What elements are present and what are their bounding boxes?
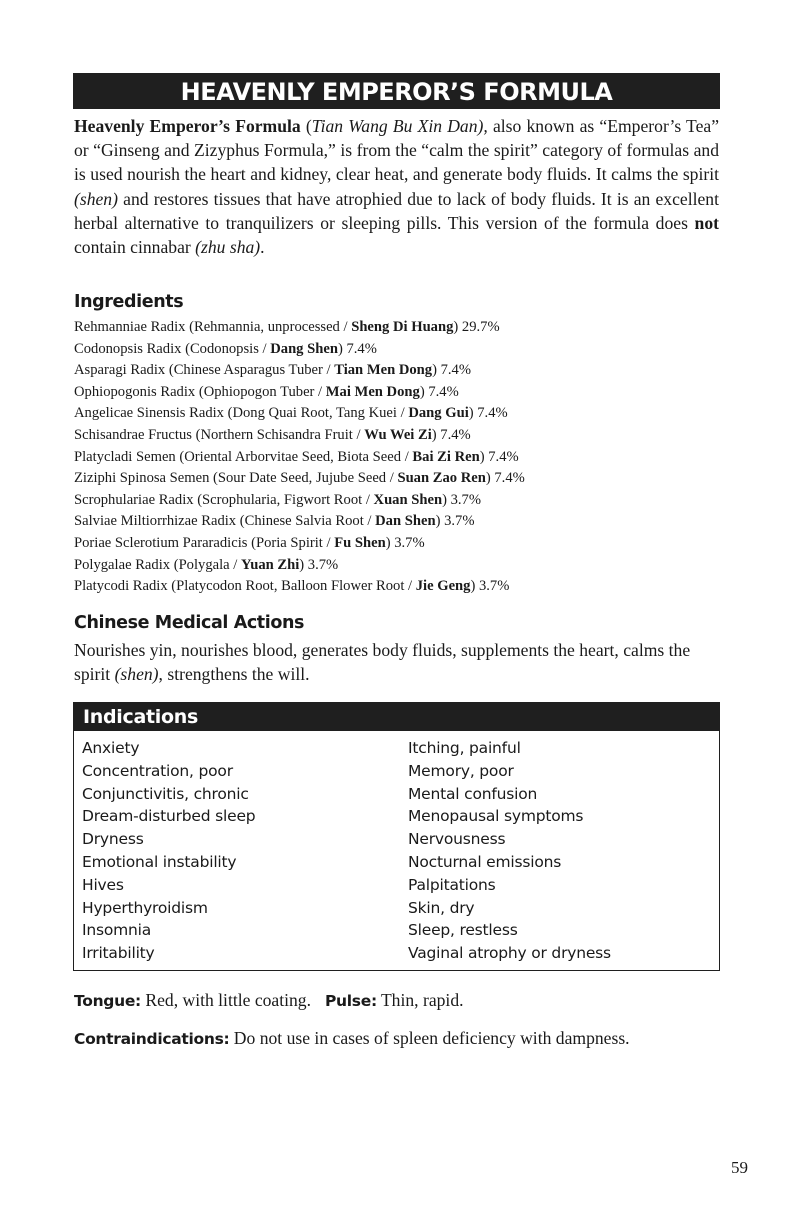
ingredient-percent: ) 3.7%	[299, 556, 339, 573]
ingredient-pinyin: Dang Gui	[408, 405, 469, 422]
indication-item: Irritability	[82, 944, 155, 963]
ingredient-pinyin: Dan Shen	[375, 513, 436, 530]
ingredient-percent: ) 7.4%	[468, 405, 508, 422]
ingredient-latin: Platycladi Semen (Oriental Arborvitae Seed, Biota Seed /	[74, 448, 413, 465]
ingredients-list	[74, 317, 719, 598]
ingredient-percent: ) 7.4%	[419, 383, 459, 400]
ingredient-latin: Salviae Miltiorrhizae Radix (Chinese Salvia Root /	[74, 513, 376, 530]
indication-item: Nocturnal emissions	[408, 852, 562, 871]
ingredient-item	[74, 425, 719, 447]
intro-text-3: contain cinnabar	[74, 237, 196, 258]
contraindications-label: Contraindications:	[74, 1030, 230, 1048]
ingredient-percent: ) 3.7%	[442, 491, 481, 508]
indication-item: Anxiety	[82, 739, 140, 757]
indication-item: Mental confusion	[408, 784, 538, 803]
ingredient-latin: Schisandrae Fructus (Northern Schisandra Fruit /	[74, 426, 365, 443]
ingredient-pinyin: Xuan Shen	[373, 491, 443, 508]
ingredient-item	[74, 360, 719, 382]
ingredient-item	[74, 317, 719, 339]
indication-item: Menopausal symptoms	[408, 807, 584, 826]
ingredient-percent: ) 7.4%	[485, 470, 525, 487]
ingredient-item	[74, 576, 719, 598]
ingredient-item	[74, 511, 719, 533]
ingredient-pinyin: Suan Zao Ren	[397, 470, 486, 487]
indication-item: Vaginal atrophy or dryness	[408, 944, 611, 963]
ingredient-pinyin: Fu Shen	[334, 534, 386, 551]
ingredient-pinyin: Mai Men Dong	[325, 383, 420, 400]
indications-box	[73, 702, 720, 971]
indications-heading: Indications	[74, 703, 719, 731]
ingredient-percent: ) 7.4%	[337, 340, 377, 357]
actions-text-2: , strengthens the will.	[158, 664, 310, 684]
intro-zhu-sha: (zhu sha)	[195, 237, 261, 258]
ingredient-percent: ) 7.4%	[432, 362, 472, 379]
actions-text-1: Nourishes yin, nourishes blood, generates body fluids, supplements the heart, calms the spirit	[74, 640, 691, 684]
ingredient-latin: Ziziphi Spinosa Semen (Sour Date Seed, Jujube Seed /	[74, 470, 398, 487]
ingredient-latin: Codonopsis Radix (Codonopsis /	[74, 340, 271, 357]
intro-shen: (shen)	[74, 188, 118, 209]
indication-item: Concentration, poor	[82, 761, 233, 780]
formula-pinyin: Tian Wang Bu Xin Dan),	[311, 116, 488, 136]
intro-open-paren: (	[300, 116, 312, 136]
indication-item: Hyperthyroidism	[82, 898, 208, 917]
tongue-value: Red, with little coating.	[140, 990, 311, 1010]
ingredient-pinyin: Dang Shen	[270, 340, 338, 357]
ingredient-percent: ) 7.4%	[431, 426, 471, 443]
intro-period: .	[260, 237, 265, 258]
actions-heading: Chinese Medical Actions	[74, 613, 305, 633]
ingredient-item	[74, 447, 719, 469]
indication-item: Insomnia	[82, 921, 152, 940]
ingredient-pinyin: Yuan Zhi	[241, 556, 300, 573]
ingredient-item	[74, 403, 719, 425]
actions-shen: (shen)	[114, 664, 159, 684]
ingredient-latin: Platycodi Radix (Platycodon Root, Balloon Flower Root /	[74, 578, 416, 595]
intro-not: not	[694, 212, 719, 233]
indications-right-column	[408, 737, 611, 965]
ingredients-heading: Ingredients	[74, 292, 184, 312]
ingredient-latin: Asparagi Radix (Chinese Asparagus Tuber /	[74, 362, 335, 379]
ingredient-item	[74, 533, 719, 555]
ingredient-item	[74, 468, 719, 490]
ingredient-percent: ) 7.4%	[479, 448, 519, 465]
indication-item: Hives	[82, 875, 124, 894]
ingredient-latin: Scrophulariae Radix (Scrophularia, Figwort Root /	[74, 491, 374, 508]
contraindications-value: Do not use in cases of spleen deficiency with dampness.	[229, 1028, 630, 1048]
ingredient-percent: ) 3.7%	[470, 578, 510, 595]
indication-item: Palpitations	[408, 875, 496, 894]
indication-item: Dream-disturbed sleep	[82, 807, 256, 826]
ingredient-latin: Polygalae Radix (Polygala /	[74, 556, 241, 573]
ingredient-pinyin: Bai Zi Ren	[412, 448, 480, 465]
indication-item: Dryness	[82, 830, 144, 849]
indication-item: Memory, poor	[408, 761, 514, 780]
ingredient-item	[74, 339, 719, 361]
page-title: HEAVENLY EMPEROR’S FORMULA	[73, 73, 720, 109]
ingredient-item	[74, 382, 719, 404]
indication-item: Sleep, restless	[408, 921, 518, 940]
ingredient-item	[74, 490, 719, 512]
ingredient-pinyin: Jie Geng	[415, 578, 471, 595]
ingredient-pinyin: Wu Wei Zi	[364, 426, 432, 443]
intro-paragraph	[74, 114, 719, 259]
ingredient-pinyin: Sheng Di Huang	[351, 319, 454, 335]
ingredient-item	[74, 555, 719, 577]
page-number: 59	[731, 1158, 748, 1177]
contraindications-line	[74, 1026, 719, 1051]
ingredient-percent: ) 29.7%	[453, 319, 500, 335]
indication-item: Emotional instability	[82, 852, 237, 871]
intro-text-1: also known as “Emperor’s Tea” or “Ginseng and Zizyphus Formula,” is from the “calm the spirit” category of formulas and is used nourish the heart and kidney, clear heat, and generate body fluids. It calms the spirit	[74, 116, 720, 185]
intro-text-2: and restores tissues that have atrophied due to lack of body fluids. It is an excellent herbal alternative to tranquilizers or sleeping pills. This version of the formula does	[74, 188, 719, 233]
indication-item: Skin, dry	[408, 898, 475, 917]
indication-item: Itching, painful	[408, 739, 521, 757]
ingredient-latin: Rehmanniae Radix (Rehmannia, unprocessed /	[74, 319, 352, 335]
actions-paragraph	[74, 638, 719, 686]
ingredient-latin: Ophiopogonis Radix (Ophiopogon Tuber /	[74, 383, 326, 400]
indication-item: Conjunctivitis, chronic	[82, 784, 249, 803]
tongue-label: Tongue:	[74, 992, 141, 1010]
ingredient-pinyin: Tian Men Dong	[334, 362, 433, 379]
formula-name: Heavenly Emperor’s Formula	[74, 116, 301, 136]
ingredient-latin: Poriae Sclerotium Pararadicis (Poria Spirit /	[74, 534, 335, 551]
pulse-label: Pulse:	[325, 992, 377, 1010]
indication-item: Nervousness	[408, 830, 506, 849]
pulse-value: Thin, rapid.	[376, 990, 464, 1010]
ingredient-percent: ) 3.7%	[435, 513, 475, 530]
ingredient-latin: Angelicae Sinensis Radix (Dong Quai Root, Tang Kuei /	[74, 405, 409, 422]
indications-left-column	[82, 737, 255, 965]
tongue-pulse-line	[74, 988, 719, 1013]
ingredient-percent: ) 3.7%	[385, 534, 425, 551]
